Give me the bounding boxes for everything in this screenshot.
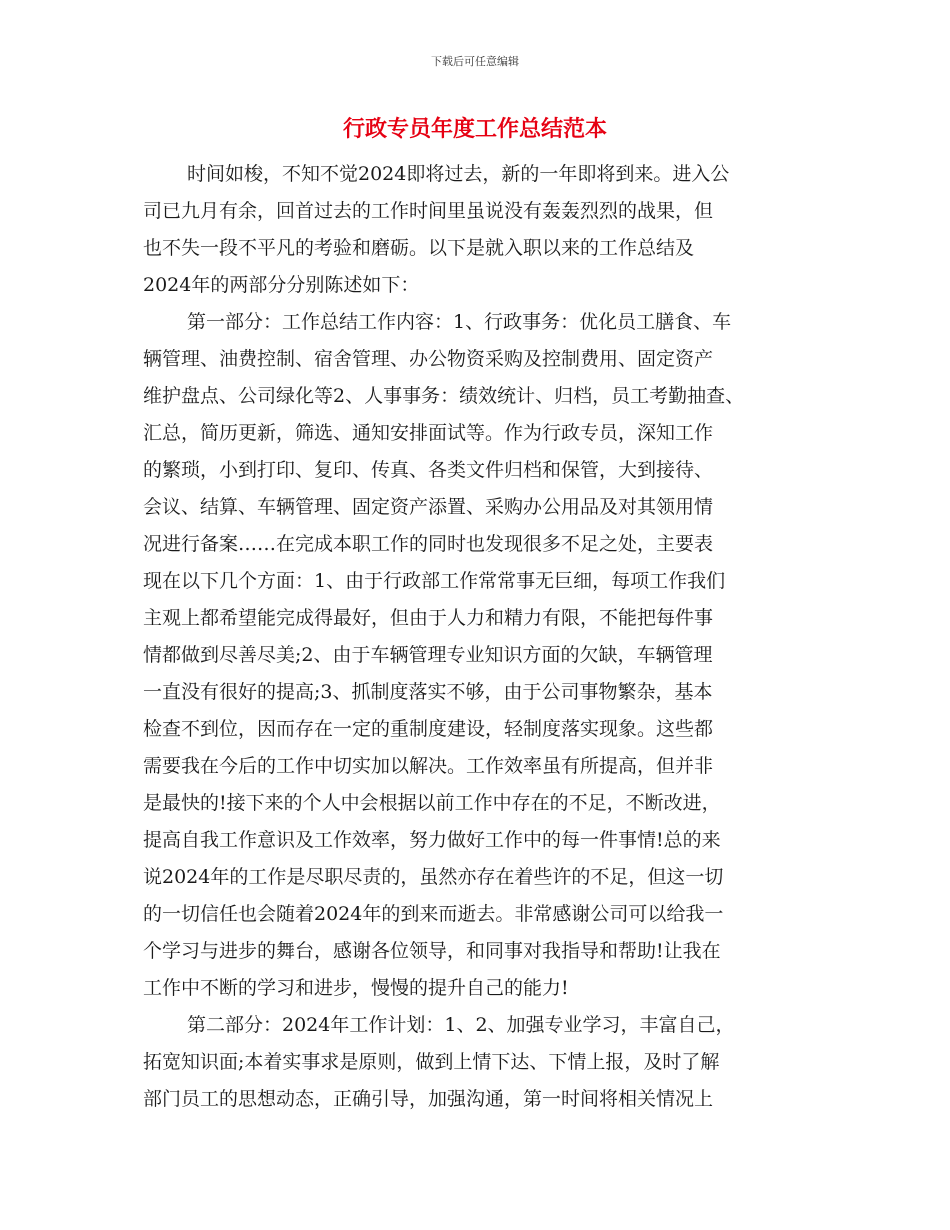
body-line: 主观上都希望能完成得最好，但由于人力和精力有限，不能把每件事: [143, 607, 714, 629]
body-line: 第二部分：2024年工作计划：1、2、加强专业学习，丰富自己，: [187, 1014, 735, 1036]
body-line: 检查不到位，因而存在一定的重制度建设，轻制度落实现象。这些都: [143, 718, 714, 740]
body-line: 司已九月有余，回首过去的工作时间里虽说没有轰轰烈烈的战果，但: [143, 200, 714, 222]
body-line: 是最快的!接下来的个人中会根据以前工作中存在的不足，不断改进，: [143, 792, 721, 814]
body-line: 2024年的两部分分别陈述如下：: [143, 274, 420, 296]
body-line: 时间如梭，不知不觉2024即将过去，新的一年即将到来。进入公: [187, 163, 730, 185]
body-line: 说2024年的工作是尽职尽责的，虽然亦存在着些许的不足，但这一切: [143, 866, 724, 888]
body-line: 也不失一段不平凡的考验和磨砺。以下是就入职以来的工作总结及: [143, 237, 695, 259]
header-note: 下载后可任意编辑: [431, 55, 519, 68]
body-line: 现在以下几个方面：1、由于行政部工作常常事无巨细，每项工作我们: [143, 570, 726, 592]
body-line: 的一切信任也会随着2024年的到来而逝去。非常感谢公司可以给我一: [143, 903, 724, 925]
body-line: 个学习与进步的舞台，感谢各位领导，和同事对我指导和帮助!让我在: [143, 940, 721, 962]
body-line: 维护盘点、公司绿化等2、人事事务：绩效统计、归档，员工考勤抽查、: [143, 385, 745, 407]
body-line: 汇总，简历更新，筛选、通知安排面试等。作为行政专员，深知工作: [143, 422, 714, 444]
body-line: 工作中不断的学习和进步，慢慢的提升自己的能力!: [143, 977, 569, 999]
body-line: 部门员工的思想动态，正确引导，加强沟通，第一时间将相关情况上: [143, 1088, 714, 1110]
body-line: 需要我在今后的工作中切实加以解决。工作效率虽有所提高，但并非: [143, 755, 714, 777]
body-line: 辆管理、油费控制、宿舍管理、办公物资采购及控制费用、固定资产: [143, 348, 714, 370]
body-line: 的繁琐，小到打印、复印、传真、各类文件归档和保管，大到接待、: [143, 459, 714, 481]
body-line: 一直没有很好的提高;3、抓制度落实不够，由于公司事物繁杂，基本: [143, 681, 713, 703]
body-line: 第一部分：工作总结工作内容：1、行政事务：优化员工膳食、车: [187, 311, 732, 333]
body-line: 况进行备案……在完成本职工作的同时也发现很多不足之处，主要表: [143, 533, 714, 555]
document-title: 行政专员年度工作总结范本: [342, 116, 607, 142]
body-line: 提高自我工作意识及工作效率，努力做好工作中的每一件事情!总的来: [143, 829, 721, 851]
body-line: 会议、结算、车辆管理、固定资产添置、采购办公用品及对其领用情: [143, 496, 714, 518]
body-line: 情都做到尽善尽美;2、由于车辆管理专业知识方面的欠缺，车辆管理: [143, 644, 713, 666]
body-line: 拓宽知识面;本着实事求是原则，做到上情下达、下情上报，及时了解: [143, 1051, 720, 1073]
